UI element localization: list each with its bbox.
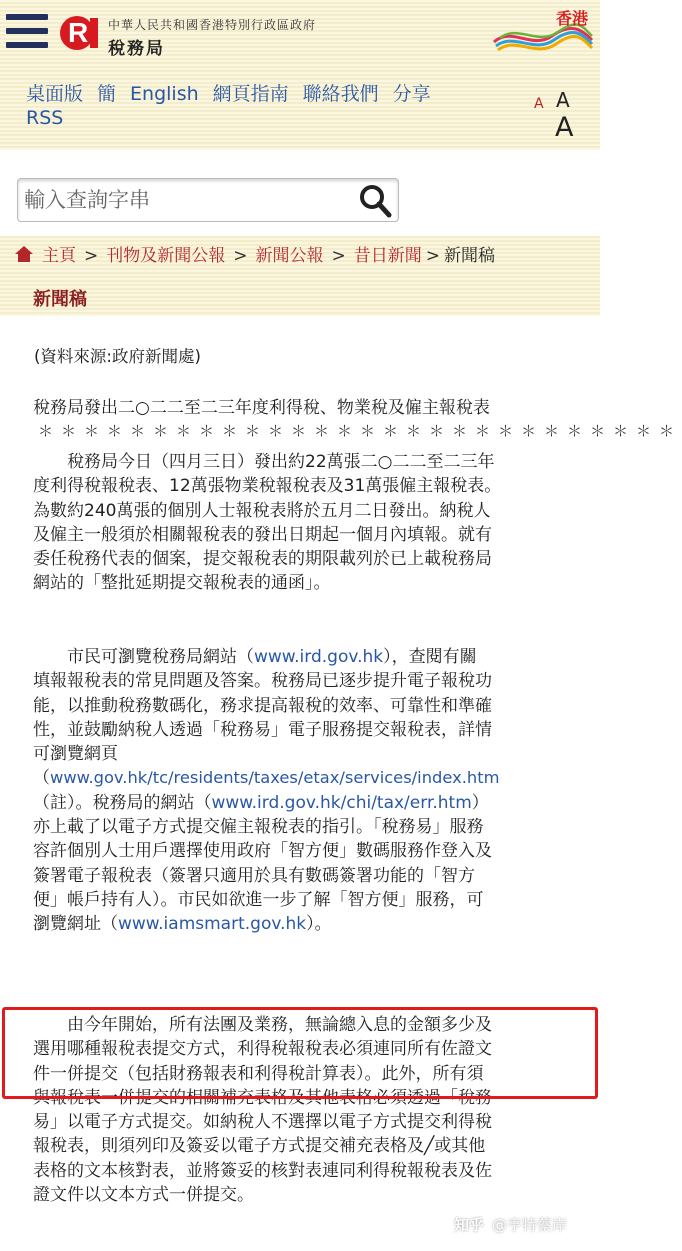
article-title: 稅務局發出二○二二至二三年度利得稅、物業稅及僱主報稅表 [33,398,490,418]
article-paragraph-1 [33,450,581,596]
paragraph-line: 便」帳戶持有人）。市民如欲進一步了解「智方便」服務，可 [33,889,484,910]
breadcrumb-separator: > [233,246,248,266]
paragraph-text: 市民可瀏覽稅務局網站（ [33,647,254,667]
paragraph-line: 及僱主一般須於相關報稅表的發出日期起一個月內填報。就有 [33,524,492,545]
paragraph-line: 填報報稅表的常見問題及答案。稅務局已逐步提升電子報稅功 [33,671,492,692]
article-paragraph-2 [33,645,581,937]
nav-english[interactable]: English [130,83,199,105]
link-ird-website[interactable]: www.ird.gov.hk [254,647,384,667]
breadcrumb-past-news[interactable]: 昔日新聞 [353,246,422,266]
watermark-brand: 知乎 [454,1216,485,1234]
breadcrumb-separator: > [425,246,440,266]
watermark [454,1214,567,1235]
paragraph-line: 簽署電子報稅表（簽署只適用於具有數碼簽署功能的「智方 [33,865,475,886]
paragraph-text: （註）。稅務局的網站（ [33,792,212,813]
article-source: (資料來源:政府新聞處) [34,347,201,366]
paragraph-text: ）。 [306,914,332,935]
nav-desktop-version[interactable]: 桌面版 [26,83,84,105]
brand-hk-text: 香港 [555,9,588,28]
breadcrumb-current: 新聞稿 [444,246,495,266]
font-size-small[interactable]: A [534,96,544,112]
gov-name: 中華人民共和國香港特別行政區政府 [108,18,317,32]
paragraph-text: ），查閱有關 [383,647,477,667]
hamburger-menu-icon[interactable] [6,14,48,60]
paragraph-line: 性，並鼓勵納稅人透過「稅務易」電子服務提交報稅表，詳情 [33,719,492,740]
nav-contact-us[interactable]: 聯絡我們 [302,83,379,105]
paragraph-line: 亦上載了以電子方式提交僱主報稅表的指引。「稅務易」服務 [33,817,484,838]
nav-simplified-chinese[interactable]: 簡 [97,83,117,105]
paragraph-line: 證文件以文本方式一併提交。 [33,1185,254,1206]
paragraph-line: 件一併提交（包括財務報表和利得稅計算表）。此外，所有須 [33,1063,484,1084]
paragraph-line: 可瀏覽網頁 [33,744,118,765]
link-etax-services[interactable]: www.gov.hk/tc/residents/taxes/etax/services/index.htm [50,768,500,788]
article-paragraph-3 [33,1013,581,1207]
nav-site-guide[interactable]: 網頁指南 [212,83,289,105]
paragraph-line: 表格的文本核對表，並將簽妥的核對表連同利得稅報稅表及佐 [33,1160,492,1181]
breadcrumb-separator: > [331,246,346,266]
breadcrumb-press-releases[interactable]: 新聞公報 [255,246,324,266]
paragraph-line: 為數約240萬張的個別人士報稅表將於五月二日發出。納稅人 [33,500,491,521]
nav-share[interactable]: 分享 [392,83,431,105]
font-size-medium[interactable]: A [556,88,570,112]
font-size-large[interactable]: A [555,112,574,143]
search-icon[interactable] [356,182,394,220]
paragraph-line: 能，以推動稅務數碼化，務求提高報稅的效率、可靠性和準確 [33,695,492,716]
paragraph-line: 易」以電子方式提交。如納稅人不選擇以電子方式提交利得稅 [33,1112,492,1133]
search-box [17,178,399,222]
dept-name: 稅務局 [108,39,165,59]
paragraph-line: 報稅表，則須列印及簽妥以電子方式提交補充表格及╱或其他 [33,1136,486,1157]
paragraph-line: 網站的「整批延期提交報稅表的通函」。 [33,573,331,594]
home-icon[interactable] [14,245,34,269]
paragraph-line: 與報稅表一併提交的相關補充表格及其他表格必須透過「稅務 [33,1087,492,1108]
top-nav-links [26,82,466,130]
paragraph-line: 選用哪種報稅表提交方式，利得稅報稅表必須連同所有佐證文 [33,1039,492,1060]
watermark-user: @亨特蔡岸 [492,1216,568,1234]
breadcrumb-home[interactable]: 主頁 [42,246,76,266]
paragraph-line: 度利得稅報稅表、12萬張物業稅報稅表及31萬張僱主報稅表。 [33,476,502,497]
ird-logo[interactable]: R [60,14,98,54]
paragraph-line: 委任稅務代表的個案，提交報稅表的期限載列於已上載稅務局 [33,549,492,570]
paragraph-text: ） [471,792,489,813]
page-title: 新聞稿 [33,289,87,310]
paragraph-line: 容許個別人士用戶選擇使用政府「智方便」數碼服務作登入及 [33,841,492,862]
search-input[interactable] [24,183,344,217]
breadcrumb-publications[interactable]: 刊物及新聞公報 [106,246,226,266]
link-employer-return-guide[interactable]: www.ird.gov.hk/chi/tax/err.htm [211,792,472,813]
paragraph-line: 稅務局今日（四月三日）發出約22萬張二○二二至二三年 [33,452,495,472]
paragraph-line: 由今年開始，所有法團及業務，無論總入息的金額多少及 [33,1015,492,1035]
breadcrumb-separator: > [84,246,99,266]
breadcrumb [14,245,495,269]
paragraph-text: （ [33,768,50,789]
nav-rss[interactable]: RSS [26,107,64,129]
paragraph-text: 瀏覽網址（ [33,914,118,935]
link-iamsmart[interactable]: www.iamsmart.gov.hk [118,914,307,935]
article-divider-stars: ＊＊＊＊＊＊＊＊＊＊＊＊＊＊＊＊＊＊＊＊＊＊＊＊＊＊＊＊ [38,422,682,440]
brand-hong-kong-logo[interactable] [492,6,596,62]
